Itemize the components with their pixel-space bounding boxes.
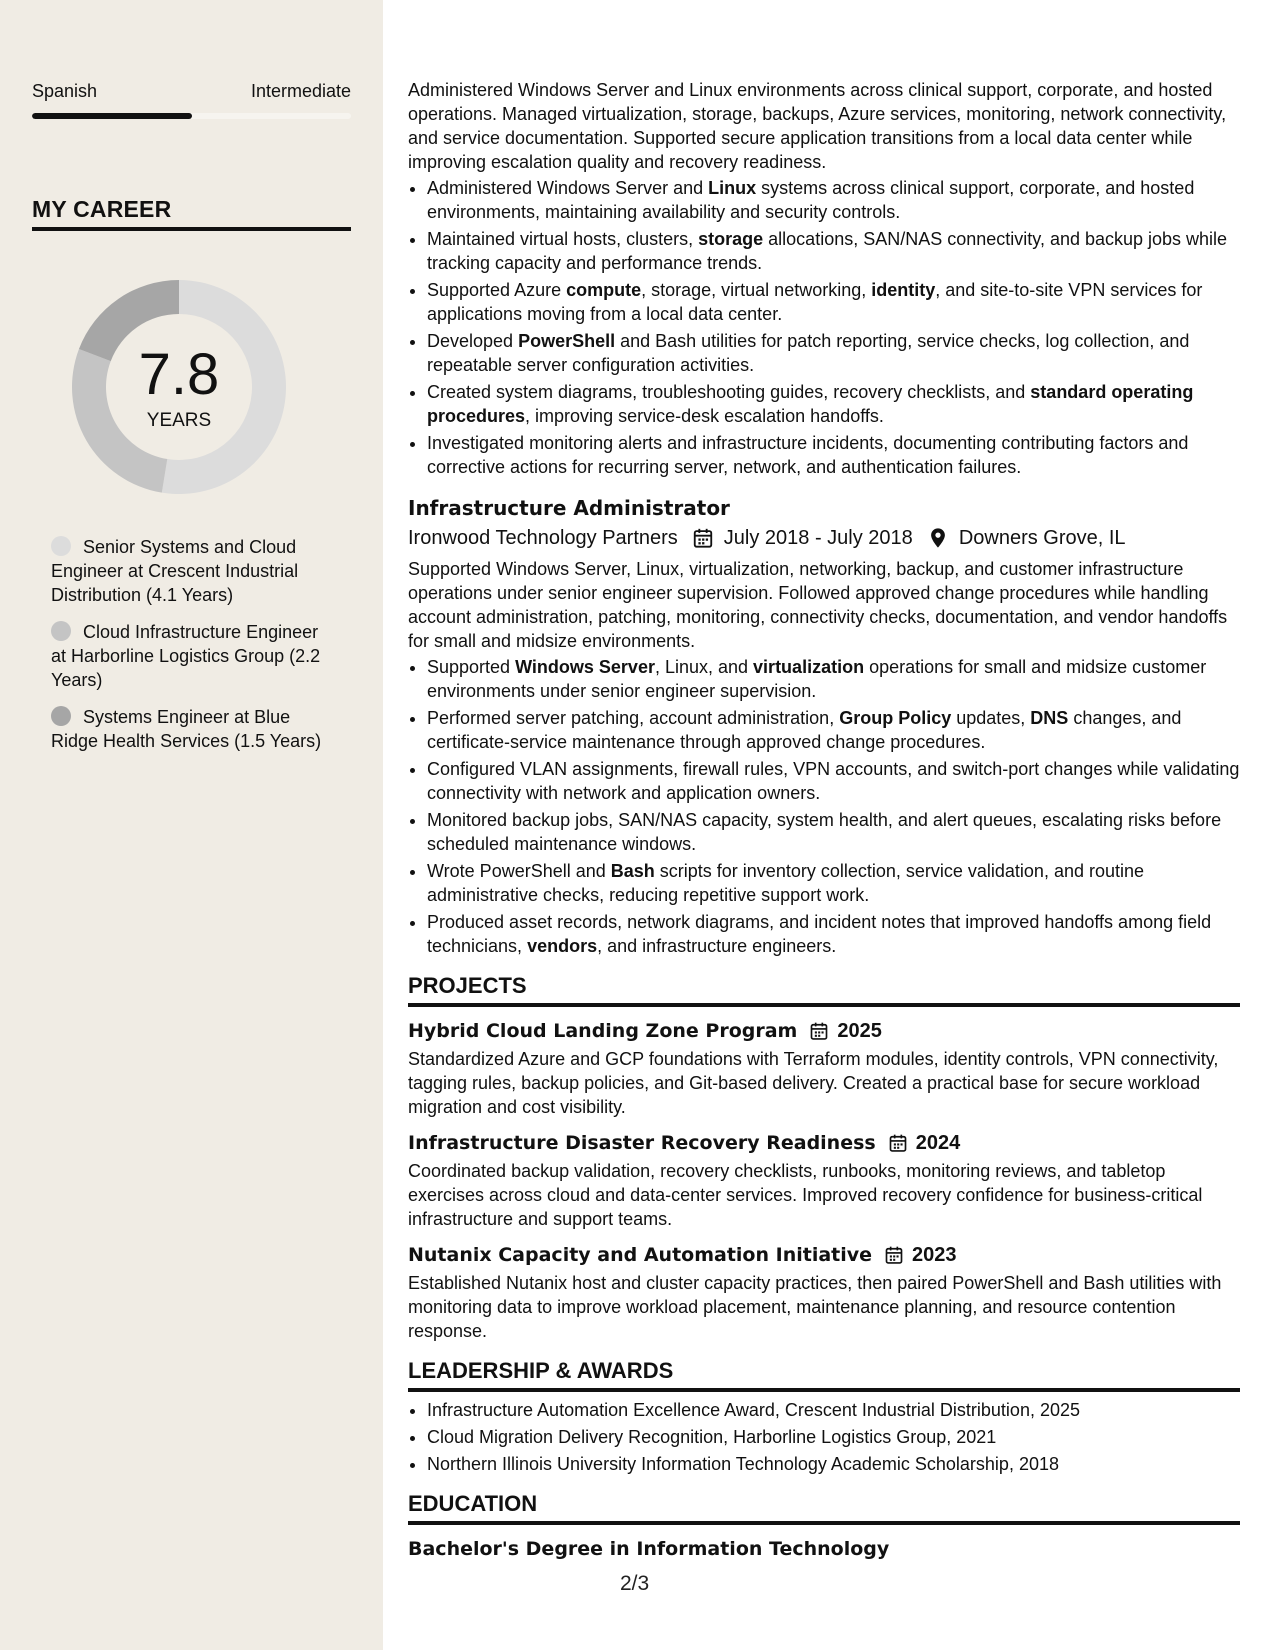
project-title: Hybrid Cloud Landing Zone Program [408,1020,798,1042]
calendar-icon [884,1245,904,1265]
job-summary: Administered Windows Server and Linux environments across clinical support, corporate, and hosted operations. Managed virtualization, storage, backups, Azure services, monitoring, network connectivity, and service documentation. Supported secure application transitions from a local data center while improving escalation quality and recovery readiness. [408,80,1227,172]
project-title-row [408,1129,1240,1157]
page-number: 2/3 [620,1572,650,1595]
bold-keyword: identity [871,280,936,300]
degree-title: Bachelor's Degree in Information Technology [408,1538,890,1560]
career-item-text: Cloud Infrastructure Engineer at Harborline Logistics Group (2.2 Years) [51,622,321,690]
bullet-text: updates, [951,708,1031,728]
bullet-text: , Linux, and [654,657,754,677]
award-item: • Northern Illinois University Information Technology Academic Scholarship, 2018 [427,1452,1240,1476]
career-item-text: Senior Systems and Cloud Engineer at Crescent Industrial Distribution (4.1 Years) [51,537,299,605]
language-proficiency-bar [32,113,351,119]
bold-keyword: virtualization [753,657,865,677]
bullet-text: Produced asset records, network diagrams, and incident notes that improved handoffs among field technicians, [427,912,1212,956]
job-bullet [427,176,1240,224]
career-total-value: 7.8 [138,342,220,407]
bullet-text: Wrote PowerShell and [427,861,611,881]
career-item-text: Systems Engineer at Blue Ridge Health Services (1.5 Years) [51,707,322,751]
award-item: • Infrastructure Automation Excellence Award, Crescent Industrial Distribution, 2025 [427,1398,1240,1422]
bullet-text: , and site-to-site VPN services for applications moving from a local data center. [427,280,1203,324]
bullet-text: operations for small and midsize customer environments under senior engineer supervision. [427,657,1207,701]
main-content [408,78,1240,1563]
legend-dot-icon [51,621,71,641]
language-name: Spanish [32,81,98,101]
bullet-text: and Bash utilities for patch reporting, service checks, log collection, and repeatable server configuration activities. [427,331,1190,375]
project-description: Established Nutanix host and cluster capacity practices, then paired PowerShell and Bash utilities with monitoring data to improve workload placement, maintenance planning, and resource contention response. [408,1273,1222,1341]
project-title: Nutanix Capacity and Automation Initiative [408,1244,873,1266]
project-description: Standardized Azure and GCP foundations with Terraform modules, identity controls, VPN connectivity, tagging rules, backup policies, and Git-based delivery. Created a practical base for secure workload migration and cost visibility. [408,1049,1219,1117]
project-title-row [408,1241,1240,1269]
bullet-text: Investigated monitoring alerts and infrastructure incidents, documenting contributing factors and corrective actions for recurring server, network, and authentication failures. [427,433,1189,477]
bullet-text: Developed [427,331,519,351]
project-title-row [408,1017,1240,1045]
job-title: Infrastructure Administrator [408,496,730,520]
job-bullets [408,655,1240,958]
bullet-text: Maintained virtual hosts, clusters, [427,229,699,249]
bullet-text: , storage, virtual networking, [641,280,872,300]
career-item [51,535,331,607]
bullet-text: Configured VLAN assignments, firewall rules, VPN accounts, and switch-port changes while validating connectivity with network and application owners. [427,759,1240,803]
job-bullet [427,278,1240,326]
bullet-text: Supported [427,657,516,677]
job-bullet [427,706,1240,754]
language-row [32,81,351,102]
job-summary: Supported Windows Server, Linux, virtualization, networking, backup, and customer infrastructure operations under senior engineer supervision. Followed approved change procedures while handling account administration, patching, monitoring, connectivity checks, documentation, and vendor handoffs for small and midsize environments. [408,559,1228,651]
bold-keyword: vendors [527,936,598,956]
job-bullet [427,329,1240,377]
bullet-text: scripts for inventory collection, service validation, and routine administrative checks, reducing repetitive support work. [427,861,1145,905]
awards-heading: LEADERSHIP & AWARDS [408,1357,1240,1392]
bullet-text: Performed server patching, account administration, [427,708,840,728]
legend-dot-icon [51,536,71,556]
career-heading: MY CAREER [32,196,351,231]
bullet-text: systems across clinical support, corporate, and hosted environments, maintaining availability and security controls. [427,178,1195,222]
bold-keyword: compute [566,280,642,300]
sidebar [0,0,383,1650]
bold-keyword: Bash [610,861,655,881]
bold-keyword: Linux [708,178,757,198]
map-pin-icon [927,527,949,549]
job-bullets [408,176,1240,479]
project-year: 2023 [912,1244,957,1266]
bullet-text: Administered Windows Server and [427,178,709,198]
project-year: 2025 [837,1020,882,1042]
bold-keyword: standard operating procedures [427,382,1194,426]
job-location: Downers Grove, IL [958,527,1126,549]
bold-keyword: DNS [1030,708,1069,728]
bullet-text: Supported Azure [427,280,567,300]
job-bullet [427,808,1240,856]
projects-heading: PROJECTS [408,972,1240,1007]
education-section [408,1490,1240,1563]
bullet-text: , and infrastructure engineers. [597,936,837,956]
awards-list [408,1398,1240,1476]
legend-dot-icon [51,706,71,726]
bold-keyword: PowerShell [518,331,616,351]
job-bullet [427,757,1240,805]
job-bullet [427,655,1240,703]
infrastructure-job-section [408,493,1240,958]
bullet-text: Monitored backup jobs, SAN/NAS capacity, system health, and alert queues, escalating risks before scheduled maintenance windows. [427,810,1222,854]
education-heading: EDUCATION [408,1490,1240,1525]
job-bullet [427,380,1240,428]
calendar-icon [692,527,714,549]
previous-job-section [408,78,1240,479]
career-item [51,705,331,753]
award-item: • Cloud Migration Delivery Recognition, Harborline Logistics Group, 2021 [427,1425,1240,1449]
career-total-unit: YEARS [146,410,212,431]
bullet-text: allocations, SAN/NAS connectivity, and backup jobs while tracking capacity and performance trends. [427,229,1228,273]
company-name: Ironwood Technology Partners [408,527,678,549]
project-year: 2024 [915,1132,961,1154]
project-description: Coordinated backup validation, recovery checklists, runbooks, monitoring reviews, and tabletop exercises across cloud and data-center services. Improved recovery confidence for business-critical infrastructure and support teams. [408,1161,1203,1229]
projects-section [408,972,1240,1343]
awards-section [408,1357,1240,1476]
job-bullet [427,227,1240,275]
job-bullet [427,431,1240,479]
calendar-icon [809,1021,829,1041]
job-bullet [427,910,1240,958]
calendar-icon [888,1133,908,1153]
career-list [51,535,331,766]
bold-keyword: Group Policy [839,708,952,728]
career-item [51,620,331,692]
project-title: Infrastructure Disaster Recovery Readiness [408,1132,876,1154]
language-level: Intermediate [250,81,351,101]
bullet-text: , improving service-desk escalation handoffs. [525,406,884,426]
job-bullet [427,859,1240,907]
bold-keyword: storage [698,229,764,249]
bold-keyword: Windows Server [515,657,655,677]
job-dates: July 2018 - July 2018 [723,527,913,549]
bullet-text: changes, and certificate-service maintenance through approved change procedures. [427,708,1182,752]
bullet-text: Created system diagrams, troubleshooting guides, recovery checklists, and [427,382,1031,402]
language-proficiency-fill [32,113,192,119]
job-meta [408,523,1240,553]
